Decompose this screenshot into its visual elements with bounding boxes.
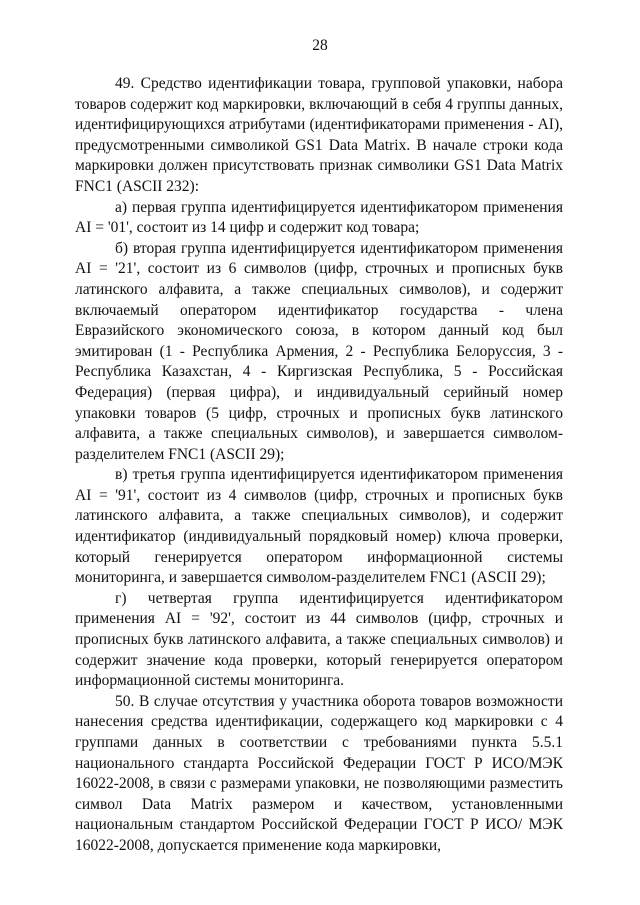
paragraph-50: 50. В случае отсутствия у участника оборота товаров возможности нанесения средства идентификации, содержащего код маркировки с 4 группами данных в соответствии с требованиями пункта 5.5.1 национального стандарта Российской Федерации ГОСТ Р ИСО/МЭК 16022-2008, в связи с размерами упаковки, не позволяющими разместить символ Data Matrix размером и качеством, установленными национальным стандартом Российской Федерации ГОСТ Р ИСО/ МЭК 16022-2008, допускается применение кода маркировки, bbox=[75, 692, 563, 854]
paragraph-49-item-b: б) вторая группа идентифицируется идентификатором применения AI = '21', состоит из 6 символов (цифр, строчных и прописных букв латинского алфавита, а также специальных символов), и содержит включаемый оператором идентификатор государства - члена Евразийского экономического союза, в котором данный код был эмитирован (1 - Республика Армения, 2 - Республика Белоруссия, 3 - Республика Казахстан, 4 - Киргизская Республика, 5 - Российская Федерация) (первая цифра), и индивидуальный серийный номер упаковки товаров (5 цифр, строчных и прописных букв латинского алфавита, а также специальных символов), и завершается символом-разделителем FNC1 (ASCII 29); bbox=[75, 239, 563, 463]
paragraph-49-item-d: г) четвертая группа идентифицируется идентификатором применения AI = '92', состоит из 44 символов (цифр, строчных и прописных букв латинского алфавита, а также специальных символов) и содержит значение кода проверки, который генерируется оператором информационной системы мониторинга. bbox=[75, 589, 563, 690]
paragraph-49-item-a: а) первая группа идентифицируется идентификатором применения AI = '01', состоит из 14 цифр и содержит код товара; bbox=[75, 198, 563, 237]
paragraph-49-intro: 49. Средство идентификации товара, групповой упаковки, набора товаров содержит код маркировки, включающий в себя 4 группы данных, идентифицирующихся атрибутами (идентификаторами применения - AI), предусмотренными символикой GS1 Data Matrix. В начале строки кода маркировки должен присутствовать признак символики GS1 Data Matrix FNC1 (ASCII 232): bbox=[75, 75, 563, 195]
paragraph-49-item-c: в) третья группа идентифицируется идентификатором применения AI = '91', состоит из 4 символов (цифр, строчных и прописных букв латинского алфавита, а также специальных символов), и содержит идентификатор (индивидуальный порядковый номер) ключа проверки, который генерируется оператором информационной системы мониторинга, и завершается символом-разделителем FNC1 (ASCII 29); bbox=[75, 466, 563, 587]
page-number: 28 bbox=[312, 37, 328, 54]
document-body bbox=[75, 74, 563, 857]
